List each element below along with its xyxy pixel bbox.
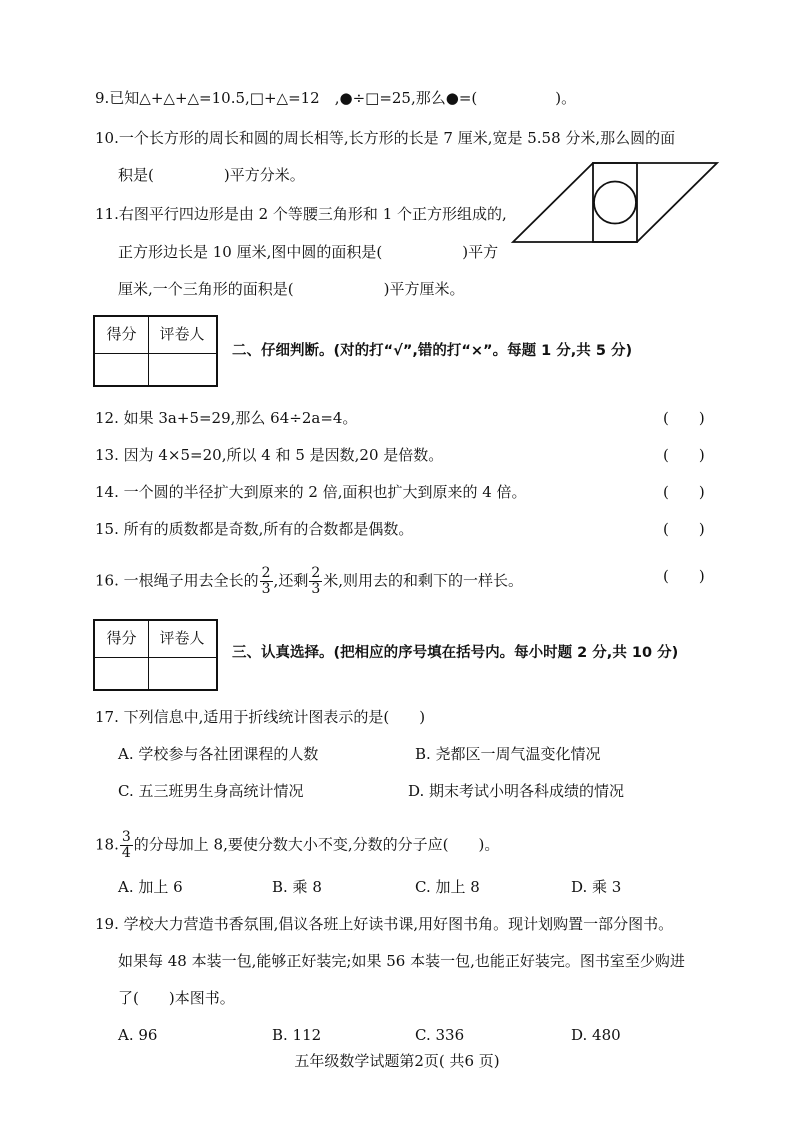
- score-table-2: [93, 315, 218, 387]
- q18-option-b[interactable]: B. 乘 8: [272, 878, 322, 896]
- question-11-line3: [118, 279, 464, 299]
- page-footer: 五年级数学试题第2页( 共6 页): [294, 1052, 500, 1070]
- score-cell[interactable]: [95, 354, 148, 385]
- score-table-3: [93, 619, 218, 691]
- grader-label: 评卷人: [159, 325, 205, 343]
- q10-text: 积是(: [118, 166, 154, 184]
- q11-text-end: )平方厘米。: [383, 280, 465, 298]
- q17-option-c[interactable]: C. 五三班男生身高统计情况: [118, 782, 304, 800]
- fraction-2-3: [260, 566, 273, 597]
- q19-option-c[interactable]: C. 336: [415, 1026, 465, 1044]
- question-16: [95, 566, 523, 597]
- q11-text: 正方形边长是 10 厘米,图中圆的面积是(: [118, 243, 383, 261]
- grader-label: 评卷人: [159, 629, 205, 647]
- question-12: 12. 如果 3a+5=29,那么 64÷2a=4。: [95, 409, 358, 427]
- q18-text: 的分母加上 8,要使分数大小不变,分数的分子应( )。: [133, 835, 500, 854]
- parallelogram-outline: [513, 163, 717, 242]
- question-10-line2: [118, 165, 305, 185]
- question-19-line1: 19. 学校大力营造书香氛围,倡议各班上好读书课,用好图书角。现计划购置一部分图书。: [95, 915, 674, 933]
- frac-numerator: 2: [311, 565, 321, 581]
- frac-denominator: 4: [121, 845, 131, 861]
- parallelogram-figure: [510, 160, 720, 250]
- question-9: [95, 88, 576, 108]
- question-11-line2: [118, 242, 498, 262]
- fraction-3-4: [120, 830, 133, 861]
- question-18: [95, 830, 499, 861]
- q11-text-2: 厘米,一个三角形的面积是(: [118, 280, 294, 298]
- q16-text-end: 米,则用去的和剩下的一样长。: [323, 571, 524, 590]
- q16-answer-paren[interactable]: ( ): [663, 567, 705, 585]
- q17-option-a[interactable]: A. 学校参与各社团课程的人数: [118, 745, 319, 763]
- q10-text-end: )平方分米。: [223, 166, 305, 184]
- fraction-2-3-meters: [309, 566, 322, 597]
- section-three-title: 三、认真选择。(把相应的序号填在括号内。每小时题 2 分,共 10 分): [232, 645, 679, 661]
- grader-cell[interactable]: [148, 658, 216, 689]
- q18-option-a[interactable]: A. 加上 6: [118, 878, 183, 896]
- q18-option-d[interactable]: D. 乘 3: [571, 878, 622, 896]
- section-two-title: 二、仔细判断。(对的打“√”,错的打“×”。每题 1 分,共 5 分): [232, 343, 633, 359]
- question-11-line1: 11.右图平行四边形是由 2 个等腰三角形和 1 个正方形组成的,: [95, 205, 507, 223]
- q16-text-mid: ,还剩: [273, 571, 309, 590]
- q19-option-a[interactable]: A. 96: [118, 1026, 158, 1044]
- q11-text-mid: )平方: [462, 243, 499, 261]
- q18-option-c[interactable]: C. 加上 8: [415, 878, 480, 896]
- question-17: 17. 下列信息中,适用于折线统计图表示的是( ): [95, 708, 426, 726]
- q9-text-end: )。: [555, 89, 577, 107]
- inscribed-circle: [594, 182, 636, 224]
- q17-option-d[interactable]: D. 期末考试小明各科成绩的情况: [408, 782, 625, 800]
- frac-numerator: 3: [121, 829, 131, 845]
- q19-option-b[interactable]: B. 112: [272, 1026, 322, 1044]
- frac-numerator: 2: [261, 565, 271, 581]
- q18-number: 18.: [95, 835, 119, 854]
- q15-answer-paren[interactable]: ( ): [663, 520, 705, 538]
- q13-answer-paren[interactable]: ( ): [663, 446, 705, 464]
- q16-text: 16. 一根绳子用去全长的: [95, 571, 259, 590]
- square: [593, 163, 637, 242]
- grader-cell[interactable]: [148, 354, 216, 385]
- q14-answer-paren[interactable]: ( ): [663, 483, 705, 501]
- q12-answer-paren[interactable]: ( ): [663, 409, 705, 427]
- q17-option-b[interactable]: B. 尧都区一周气温变化情况: [415, 745, 601, 763]
- score-label: 得分: [106, 325, 137, 343]
- frac-denominator: 3: [311, 581, 321, 597]
- score-label: 得分: [106, 629, 137, 647]
- score-cell[interactable]: [95, 658, 148, 689]
- question-14: 14. 一个圆的半径扩大到原来的 2 倍,面积也扩大到原来的 4 倍。: [95, 483, 527, 501]
- frac-denominator: 3: [261, 581, 271, 597]
- q9-text: 9.已知△+△+△=10.5,□+△=12 ,●÷□=25,那么●=(: [95, 89, 478, 107]
- question-10-line1: 10.一个长方形的周长和圆的周长相等,长方形的长是 7 厘米,宽是 5.58 分米,那么圆的面: [95, 129, 676, 147]
- question-19-line3: 了( )本图书。: [118, 989, 235, 1007]
- question-13: 13. 因为 4×5=20,所以 4 和 5 是因数,20 是倍数。: [95, 446, 444, 464]
- question-19-line2: 如果每 48 本装一包,能够正好装完;如果 56 本装一包,也能正好装完。图书室至少购进: [118, 952, 685, 970]
- question-15: 15. 所有的质数都是奇数,所有的合数都是偶数。: [95, 520, 414, 538]
- q19-option-d[interactable]: D. 480: [571, 1026, 621, 1044]
